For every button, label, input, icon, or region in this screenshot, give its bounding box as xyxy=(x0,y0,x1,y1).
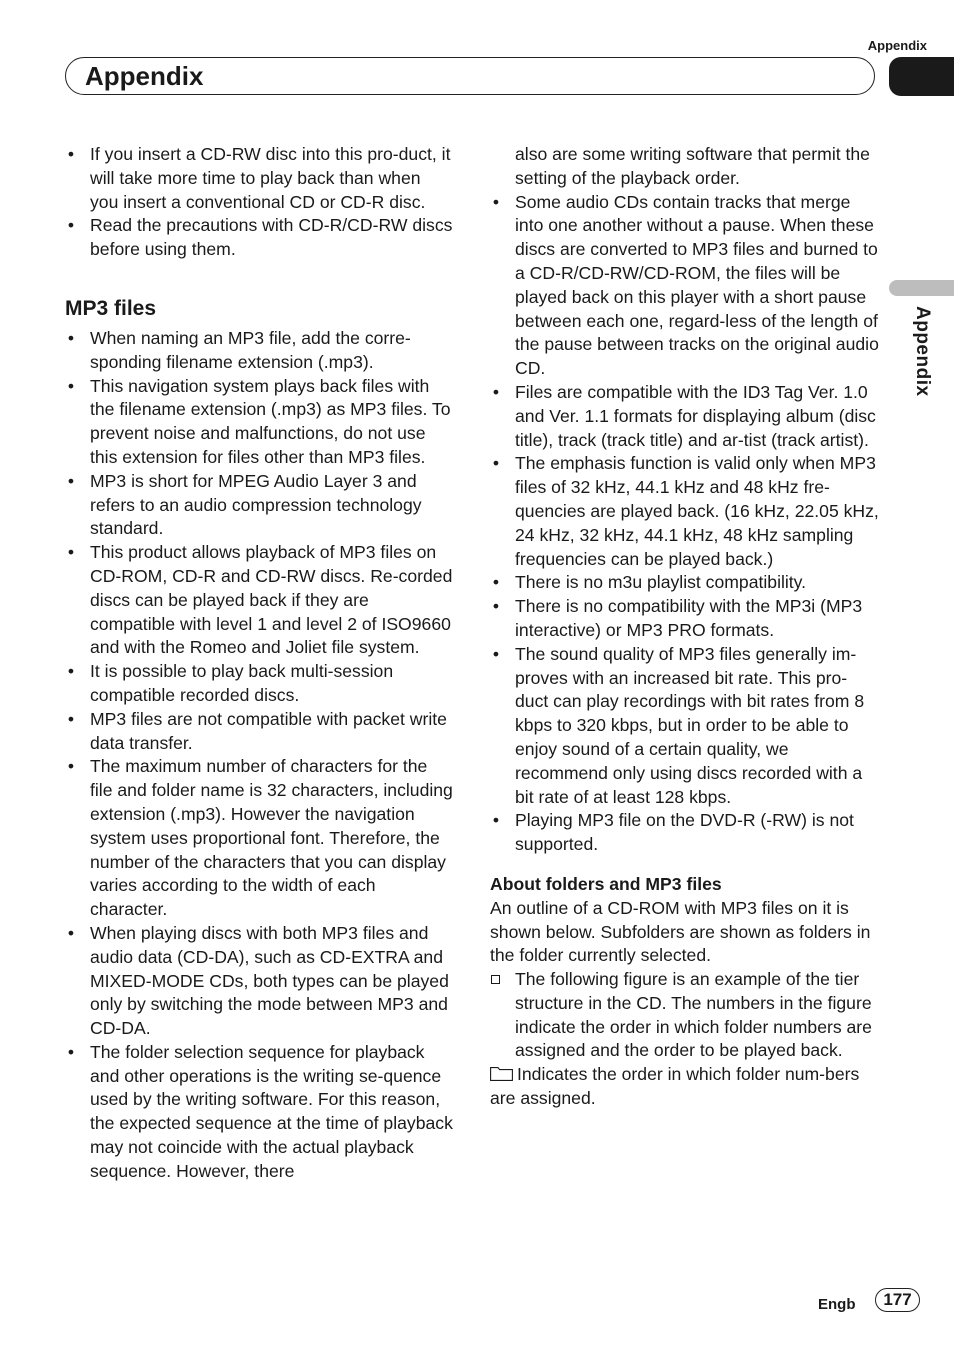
list-item-text: This product allows playback of MP3 files on CD-ROM, CD-R and CD-RW discs. Re-corded discs can be played back if they are compatible with level 1 and level 2 of ISO9660 and with the Romeo and Joliet file system. xyxy=(90,542,453,658)
corner-tab-block xyxy=(889,57,954,96)
list-item-text: MP3 files are not compatible with packet write data transfer. xyxy=(90,708,447,753)
list-item-text: Playing MP3 file on the DVD-R (-RW) is not supported. xyxy=(515,810,854,855)
list-item-text: MP3 is short for MPEG Audio Layer 3 and refers to an audio compression technology standard. xyxy=(90,470,422,539)
section-heading: MP3 files xyxy=(65,296,157,320)
bullet-icon: • xyxy=(67,144,75,164)
bullet-icon: • xyxy=(67,215,75,236)
list-item xyxy=(65,660,453,708)
list-item xyxy=(65,708,453,756)
checkbox-icon xyxy=(491,975,500,984)
list-item-text: There is no m3u playlist compatibility. xyxy=(515,572,807,593)
left-column xyxy=(65,143,453,1184)
page-title: Appendix xyxy=(85,61,204,91)
note-text: The following figure is an example of the tier structure in the CD. The numbers in the figure indicate the order in which folder numbers are assigned and the order to be played back. xyxy=(515,969,872,1061)
running-header-label: Appendix xyxy=(867,38,927,53)
bullet-icon: • xyxy=(67,542,75,563)
list-item xyxy=(65,470,453,541)
bullet-icon: • xyxy=(492,191,500,212)
bullet-icon: • xyxy=(492,453,500,474)
footer-language: Engb xyxy=(818,1296,856,1313)
list-item-text: The sound quality of MP3 files generally im-proves with an increased bit rate. This pro-duct can play recordings with bit rates from 8 kbps to 320 kbps, but in order to be able to enjoy sound of a certain quality, we recommend only using discs recorded with a bit rate of at least 128 kbps. xyxy=(515,643,865,807)
list-item xyxy=(490,595,880,643)
bullet-icon: • xyxy=(492,572,500,593)
bullet-icon: • xyxy=(67,922,75,943)
bullet-icon: • xyxy=(67,661,75,682)
list-item-text: It is possible to play back multi-session compatible recorded discs. xyxy=(90,661,394,705)
bullet-icon: • xyxy=(492,596,500,617)
list-item-text: This navigation system plays back files with the filename extension (.mp3) as MP3 files. To prevent noise and malfunctions, do not use this extension for files other than MP3 files. xyxy=(90,375,451,467)
list-item-text: The emphasis function is valid only when MP3 files of 32 kHz, 44.1 kHz and 48 kHz fre-quencies are played back. (16 kHz, 22.05 kHz, 24 kHz, 32 kHz, 44.1 kHz, 48 kHz sampling frequencies can be played back.) xyxy=(515,453,879,569)
list-item xyxy=(65,327,453,375)
list-item xyxy=(65,541,453,660)
list-item-text: Files are compatible with the ID3 Tag Ver. 1.0 and Ver. 1.1 formats for displaying album (disc title), track (track title) and ar-tist (track artist). xyxy=(515,381,876,450)
side-tab-marker xyxy=(889,280,954,296)
list-item xyxy=(65,214,453,262)
bullet-icon: • xyxy=(67,708,75,729)
list-item-text: When playing discs with both MP3 files and audio data (CD-DA), such as CD-EXTRA and MIXED-MODE CDs, both types can be played only by switching the mode between MP3 and CD-DA. xyxy=(90,922,449,1039)
list-item xyxy=(65,755,453,922)
list-item-text: The folder selection sequence for playback and other operations is the writing se-quence used by the writing software. For this reason, the expected sequence at the time of playback may not coincide with the actual playback sequence. However, there xyxy=(90,1041,453,1181)
bullet-icon: • xyxy=(67,756,75,777)
folder-legend xyxy=(490,1063,880,1111)
list-item xyxy=(490,643,880,810)
note-item xyxy=(490,968,880,1063)
list-item xyxy=(65,1041,453,1184)
right-column xyxy=(490,143,880,1111)
list-item xyxy=(65,143,453,214)
list-item-text: If you insert a CD-RW disc into this pro-duct, it will take more time to play back than when you insert a conventional CD or CD-R disc. xyxy=(90,144,451,212)
bullet-icon: • xyxy=(492,643,500,664)
list-item-text: There is no compatibility with the MP3i (MP3 interactive) or MP3 PRO formats. xyxy=(515,596,863,640)
subsection-paragraph: An outline of a CD-ROM with MP3 files on it is shown below. Subfolders are shown as folders in the folder currently selected. xyxy=(490,897,871,966)
bullet-icon: • xyxy=(492,810,500,831)
intro-bullet-list xyxy=(65,143,453,262)
page-number: 177 xyxy=(875,1288,920,1312)
list-item xyxy=(65,922,453,1041)
bullet-icon: • xyxy=(492,381,500,402)
list-item-text: When naming an MP3 file, add the corre-sponding filename extension (.mp3). xyxy=(90,327,411,372)
list-item xyxy=(490,452,880,571)
list-item-text: Some audio CDs contain tracks that merge into one another without a pause. When these discs are converted to MP3 files and burned to a CD-R/CD-RW/CD-ROM, the files will be played back on this player with a short pause between each one, regard-less of the length of the pause between tracks on the original audio CD. xyxy=(515,191,879,379)
bullet-icon: • xyxy=(67,470,75,491)
list-item-text: The maximum number of characters for the file and folder name is 32 characters, including extension (.mp3). However the navigation system uses proportional font. Therefore, the number of the characters that you can display varies according to the width of each character. xyxy=(90,756,453,920)
section-title-bar xyxy=(65,57,875,95)
list-item xyxy=(490,809,880,857)
side-tab-label: Appendix xyxy=(912,306,933,397)
mp3-bullet-list xyxy=(65,327,453,1184)
subsection-heading: About folders and MP3 files xyxy=(490,873,722,894)
list-item xyxy=(490,381,880,452)
compatibility-bullet-list xyxy=(490,191,880,857)
list-item xyxy=(65,375,453,470)
list-item xyxy=(490,571,880,595)
bullet-icon: • xyxy=(67,1041,75,1062)
bullet-icon: • xyxy=(67,375,75,396)
list-item-text: Read the precautions with CD-R/CD-RW discs before using them. xyxy=(90,215,453,260)
folder-legend-text: Indicates the order in which folder num-bers are assigned. xyxy=(490,1064,860,1109)
bullet-icon: • xyxy=(67,327,75,348)
list-item xyxy=(490,191,880,381)
continued-paragraph: also are some writing software that permit the setting of the playback order. xyxy=(515,144,870,188)
folder-icon xyxy=(490,1067,513,1081)
